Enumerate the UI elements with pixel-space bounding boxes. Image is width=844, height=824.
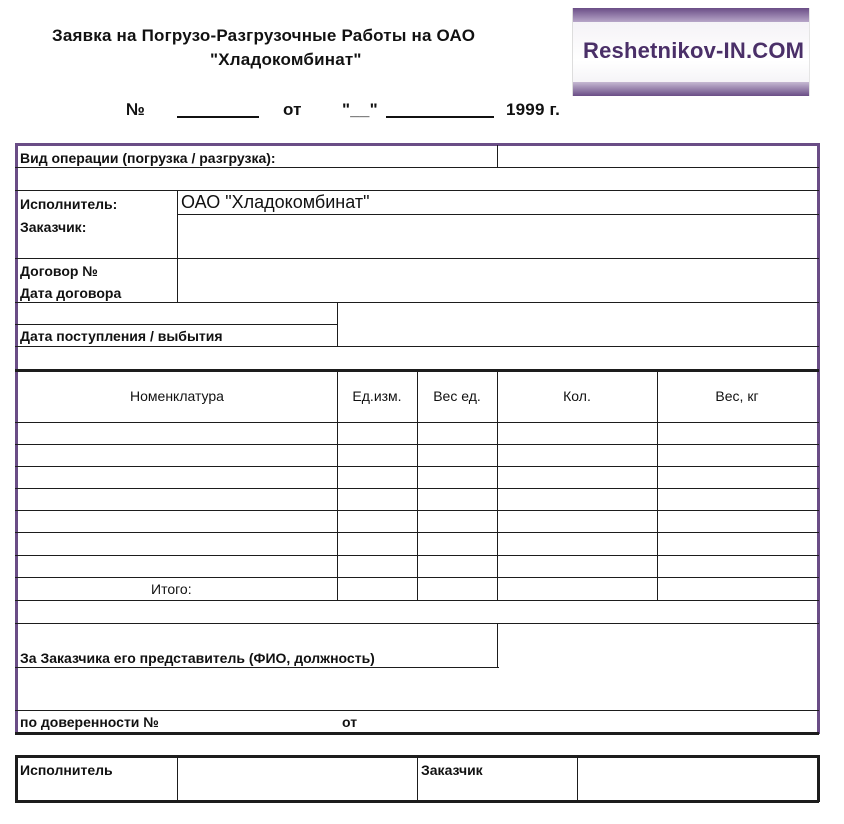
representative-field[interactable] <box>500 625 816 667</box>
attorney-from-label: от <box>342 714 358 730</box>
col-header-weight: Вес, кг <box>715 388 759 404</box>
table-row <box>15 466 819 467</box>
line-after-arrival <box>15 346 819 347</box>
table-row <box>15 532 819 533</box>
signature-divider-1 <box>177 755 178 801</box>
watermark-banner <box>572 8 810 96</box>
executor-label: Исполнитель: <box>20 196 118 212</box>
representative-divider <box>497 623 498 667</box>
frame-left <box>15 143 18 734</box>
frame-right <box>817 143 820 734</box>
col-header-nomenclature: Номенклатура <box>130 388 224 404</box>
watermark-bar-bottom <box>573 82 809 96</box>
operation-field[interactable] <box>500 146 816 166</box>
table-row <box>15 422 819 423</box>
signature-box-left <box>15 755 18 802</box>
table-row <box>15 555 819 556</box>
table-row <box>15 488 819 489</box>
table-row <box>15 444 819 445</box>
operation-label: Вид операции (погрузка / разгрузка): <box>20 150 276 166</box>
year-label: 1999 г. <box>506 100 561 119</box>
signature-box-right <box>817 755 820 802</box>
label-column-divider <box>177 190 178 302</box>
representative-label: За Заказчика его представитель (ФИО, должность) <box>20 650 375 666</box>
contract-number-label: Договор № <box>20 263 98 279</box>
col-header-quantity: Кол. <box>563 388 591 404</box>
total-label: Итого: <box>151 581 192 597</box>
table-row <box>15 577 819 578</box>
date-day-quote: "__" <box>342 100 378 119</box>
arrival-divider <box>337 302 338 346</box>
customer-label: Заказчик: <box>20 219 87 235</box>
line-before-executor <box>15 190 819 191</box>
power-of-attorney-label: по доверенности № <box>20 714 159 730</box>
line-arrival-left <box>15 324 337 325</box>
watermark-text: Reshetnikov-IN.COM <box>583 38 805 63</box>
signature-divider-3 <box>577 755 578 801</box>
table-row <box>15 510 819 511</box>
frame-bottom <box>15 732 819 735</box>
customer-signature-label: Заказчик <box>421 762 483 778</box>
contract-field[interactable] <box>180 260 816 300</box>
number-label: № <box>126 100 146 119</box>
col-header-unit-weight: Вес ед. <box>433 388 481 404</box>
executor-value: ОАО "Хладокомбинат" <box>181 192 370 212</box>
line-before-attorney <box>15 710 819 711</box>
date-month-blank[interactable] <box>386 116 494 118</box>
number-blank[interactable] <box>177 116 259 118</box>
form-title-line2: "Хладокомбинат" <box>210 50 362 69</box>
form-title-line1: Заявка на Погрузо-Разгрузочные Работы на ОАО <box>52 26 476 45</box>
line-after-representative <box>15 667 499 668</box>
operation-divider <box>497 145 498 167</box>
line-after-operation <box>15 167 819 168</box>
signature-divider-2 <box>417 755 418 801</box>
executor-signature-label: Исполнитель <box>20 762 113 778</box>
contract-date-label: Дата договора <box>20 285 122 301</box>
table-bottom <box>15 600 819 601</box>
col-header-unit: Ед.изм. <box>352 388 402 404</box>
executor-signature-field[interactable] <box>180 758 416 799</box>
customer-signature-field[interactable] <box>580 758 816 799</box>
from-label: от <box>283 100 302 119</box>
arrival-label: Дата поступления / выбытия <box>20 328 223 344</box>
customer-field[interactable] <box>180 216 816 258</box>
watermark-bar-top <box>573 8 809 22</box>
arrival-field[interactable] <box>340 304 816 344</box>
